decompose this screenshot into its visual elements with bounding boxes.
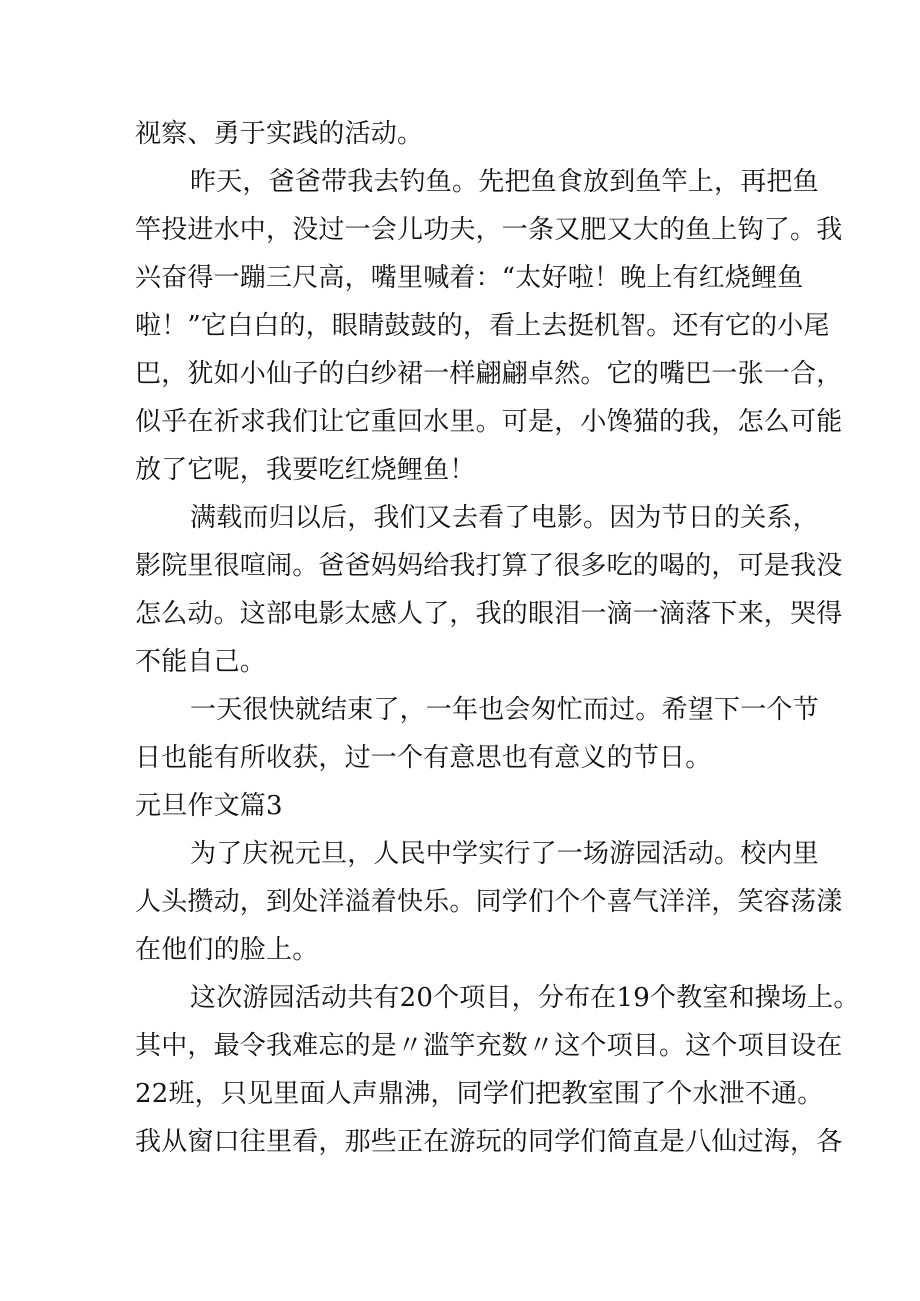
paragraph-line: 为了庆祝元旦，人民中学实行了一场游园活动。校内里 [190, 839, 819, 869]
paragraph-line: 不能自己。 [135, 647, 267, 677]
paragraph-line: 巴，犹如小仙子的白纱裙一样翩翩卓然。它的嘴巴一张一合， [135, 359, 843, 389]
paragraph-line: 在他们的脸上。 [135, 935, 319, 965]
paragraph-line: 我从窗口往里看，那些正在游玩的同学们简直是八仙过海，各 [135, 1127, 843, 1157]
paragraph-line: 兴奋得一蹦三尺高，嘴里喊着：“太好啦！晚上有红烧鲤鱼 [135, 263, 804, 293]
paragraph-line: 昨天，爸爸带我去钓鱼。先把鱼食放到鱼竿上，再把鱼 [190, 167, 819, 197]
paragraph-line: 22班，只见里面人声鼎沸，同学们把教室围了个水泄不通。 [135, 1079, 824, 1109]
paragraph-line: 满载而归以后，我们又去看了电影。因为节日的关系， [190, 503, 819, 533]
paragraph-line: 人头攒动，到处洋溢着快乐。同学们个个喜气洋洋，笑容荡漾 [135, 887, 843, 917]
paragraph-line: 影院里很喧闹。爸爸妈妈给我打算了很多吃的喝的，可是我没 [135, 551, 843, 581]
paragraph-line: 放了它呢，我要吃红烧鲤鱼！ [135, 455, 476, 485]
paragraph-line: 似乎在祈求我们让它重回水里。可是，小馋猫的我，怎么可能 [135, 407, 843, 437]
paragraph-line: 视察、勇于实践的活动。 [135, 119, 424, 149]
paragraph-line: 怎么动。这部电影太感人了，我的眼泪一滴一滴落下来，哭得 [135, 599, 843, 629]
section-heading: 元旦作文篇3 [135, 791, 283, 821]
paragraph-line: 其中，最令我难忘的是〃滥竽充数〃这个项目。这个项目设在 [135, 1031, 843, 1061]
paragraph-line: 日也能有所收获，过一个有意思也有意义的节日。 [135, 743, 712, 773]
paragraph-line: 一天很快就结束了，一年也会匆忙而过。希望下一个节 [190, 695, 819, 725]
paragraph-line: 这次游园活动共有20个项目，分布在19个教室和操场上。 [190, 983, 860, 1013]
paragraph-line: 竿投进水中，没过一会儿功夫，一条又肥又大的鱼上钩了。我 [135, 215, 843, 245]
paragraph-line: 啦！”它白白的，眼睛鼓鼓的，看上去挺机智。还有它的小尾 [135, 311, 830, 341]
